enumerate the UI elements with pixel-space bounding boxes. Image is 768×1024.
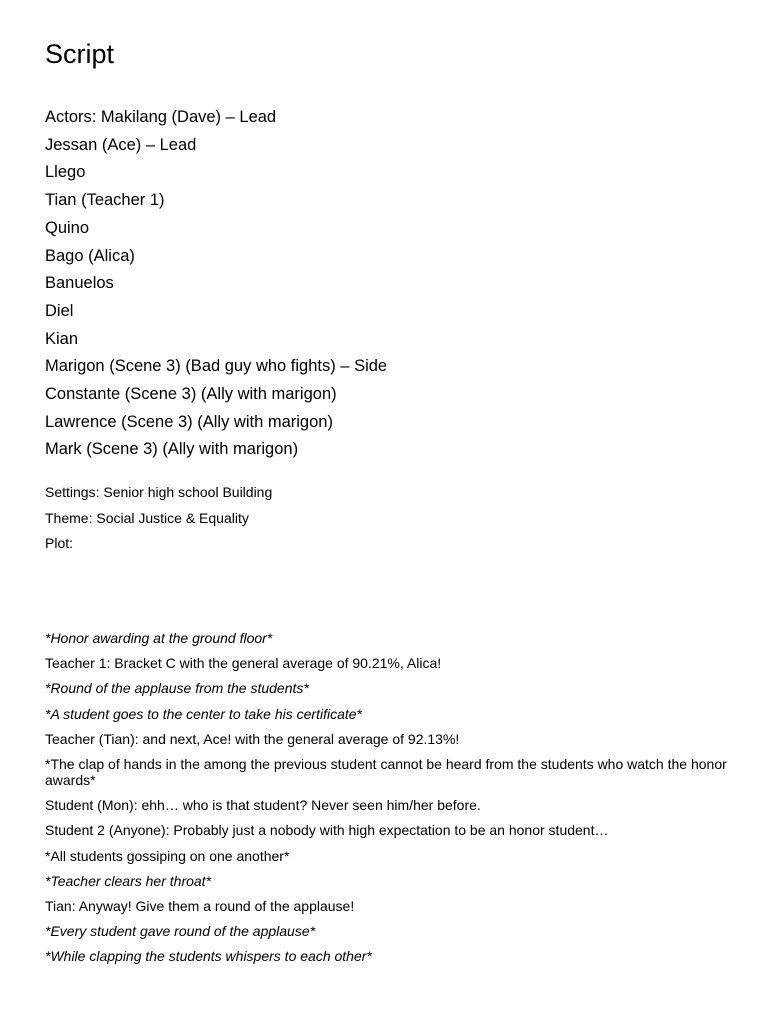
actor-item: Lawrence (Scene 3) (Ally with marigon)	[45, 412, 333, 431]
actor-item: Tian (Teacher 1)	[45, 191, 165, 210]
actor-list	[45, 104, 387, 464]
dialogue-section	[45, 630, 735, 973]
actor-item: Diel	[45, 301, 74, 320]
actor-item: Kian	[45, 329, 79, 348]
stage-direction: *All students gossiping on one another*	[45, 847, 290, 864]
actor-item: Jessan (Ace) – Lead	[45, 135, 197, 154]
actor-item: Mark (Scene 3) (Ally with marigon)	[45, 440, 299, 459]
stage-direction: *Teacher clears her throat*	[45, 872, 212, 889]
stage-direction: *Round of the applause from the students*	[45, 680, 309, 697]
settings-line: Settings: Senior high school Building	[45, 484, 273, 500]
actor-item: Banuelos	[45, 274, 114, 293]
actor-item: Actors: Makilang (Dave) – Lead	[45, 108, 277, 126]
page-title: Script	[45, 39, 115, 69]
actor-item: Bago (Alica)	[45, 246, 135, 265]
stage-direction: *While clapping the students whispers to each other*	[45, 948, 372, 965]
stage-direction: *Honor awarding at the ground floor*	[45, 630, 273, 646]
dialogue-line: Tian: Anyway! Give them a round of the applause!	[45, 897, 355, 914]
actor-item: Constante (Scene 3) (Ally with marigon)	[45, 385, 337, 404]
plot-line: Plot:	[45, 535, 74, 551]
stage-direction: *A student goes to the center to take his certificate*	[45, 705, 362, 722]
stage-direction: *The clap of hands in the among the previous student cannot be heard from the students who watch the honor awards*	[45, 755, 727, 788]
dialogue-line: Student (Mon): ehh… who is that student? Never seen him/her before.	[45, 797, 481, 814]
script-meta	[45, 480, 272, 557]
actor-item: Llego	[45, 163, 86, 182]
dialogue-line: Teacher 1: Bracket C with the general average of 90.21%, Alica!	[45, 655, 442, 672]
actor-item: Quino	[45, 218, 90, 237]
stage-direction: *Every student gave round of the applause*	[45, 923, 316, 940]
actor-item: Marigon (Scene 3) (Bad guy who fights) – Side	[45, 357, 388, 376]
dialogue-line: Teacher (Tian): and next, Ace! with the general average of 92.13%!	[45, 730, 460, 747]
dialogue-line: Student 2 (Anyone): Probably just a nobody with high expectation to be an honor student…	[45, 822, 609, 839]
theme-line: Theme: Social Justice & Equality	[45, 509, 249, 526]
